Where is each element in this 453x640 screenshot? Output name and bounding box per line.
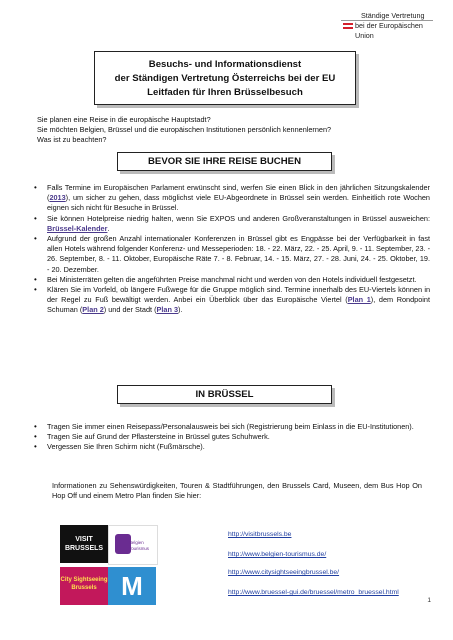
calendar-2013-link[interactable]: 2013: [49, 193, 66, 203]
header-line-2: bei der Europäischen Union: [355, 21, 423, 40]
list-item: • Tragen Sie immer einen Reisepass/Personalausweis bei sich (Registrierung beim Einlass in die EU-Institutionen).: [30, 422, 430, 432]
visit-brussels-logo: VISIT BRUSSELS: [60, 525, 108, 563]
citysightseeing-link[interactable]: http://www.citysightseeingbrussel.be/: [228, 569, 340, 576]
austria-flag-icon: [343, 23, 353, 29]
before-booking-list: [30, 183, 430, 316]
info-paragraph: Informationen zu Sehenswürdigkeiten, Touren & Stadtführungen, den Brussels Card, Museen, dem Bus Hop On Hop Off und einem Metro Plan finden Sie hier:: [52, 481, 422, 501]
page-header: [341, 11, 433, 41]
list-item: • Aufgrund der großen Anzahl internationaler Konferenzen in Brüssel gibt es Engpässe bei der Verfügbarkeit in fast allen Hotels während folgender Konferenz- und Messeperioden: 18. - 22. März, 22. - 25. April, 9. - 11. September, 23. - 26. September, 8. - 11. Oktober, Europäische Räte 7. - 8. Februar, 14. - 15. März, 27. - 28. Juni, 24. - 25. Oktober, 19. - 20. Dezember.: [30, 234, 430, 275]
intro-line: Sie planen eine Reise in die europäische Hauptstadt?: [37, 115, 211, 124]
belgien-tourismus-link[interactable]: http://www.belgien-tourismus.de/: [228, 551, 327, 558]
title-line-3: Leitfaden für Ihren Brüsselbesuch: [147, 87, 303, 98]
page-number: 1: [427, 597, 431, 604]
header-rule: [341, 20, 433, 21]
list-item: • Vergessen Sie Ihren Schirm nicht (Fußmärsche).: [30, 442, 430, 452]
intro-paragraph: [37, 115, 427, 146]
metro-logo: M: [108, 567, 156, 605]
header-line-1: Ständige Vertretung: [361, 11, 425, 20]
intro-line: Sie möchten Belgien, Brüssel und die europäischen Institutionen persönlich kennenlernen?: [37, 125, 332, 135]
list-item: • Sie können Hotelpreise niedrig halten, wenn Sie EXPOS und anderen Großveranstaltungen in Brüssel ausweichen: Brüssel-Kalender.: [30, 214, 430, 234]
title-line-2: der Ständigen Vertretung Österreichs bei der EU: [114, 73, 336, 84]
plan-2-link[interactable]: Plan 2: [82, 305, 104, 315]
brussels-calendar-link[interactable]: Brüssel-Kalender: [47, 223, 108, 233]
document-title-box: [94, 51, 356, 105]
list-item: • Klären Sie im Vorfeld, ob längere Fußwege für die Gruppe möglich sind. Termine innerhalb des EU-Viertels können in der Regel zu Fuß bewältigt werden. Anbei ein Überblick über das Europäische Viertel (Plan 1), dem Rondpoint Schuman (Plan 2) und der Stadt (Plan 3).: [30, 285, 430, 316]
city-sightseeing-logo: City Sightseeing Brussels: [60, 567, 108, 605]
title-line-1: Besuchs- und Informationsdienst: [148, 59, 302, 70]
plan-3-link[interactable]: Plan 3: [156, 305, 179, 315]
metro-plan-link[interactable]: http://www.bruessel-gui.de/bruessel/metro_bruessel.html: [228, 589, 399, 596]
list-item: • Tragen Sie auf Grund der Pflastersteine in Brüssel gutes Schuhwerk.: [30, 432, 430, 442]
section-heading-in-brussels: IN BRÜSSEL: [117, 385, 332, 404]
section-heading-before-booking: BEVOR SIE IHRE REISE BUCHEN: [117, 152, 332, 171]
in-brussels-list: [30, 422, 430, 453]
list-item: • Bei Ministerräten gelten die angeführten Preise manchmal nicht und werden von den Hotels individuell festgesetzt.: [30, 275, 430, 285]
plan-1-link[interactable]: Plan 1: [347, 295, 371, 305]
intro-line: Was ist zu beachten?: [37, 135, 107, 145]
list-item: • Falls Termine im Europäischen Parlament erwünscht sind, werfen Sie einen Blick in den jährlichen Sitzungskalender (2013), um sicher zu gehen, dass möglichst viele EU-Abgeordnete in Brüssel sein werden. Einheitlich rote Wochen eignen sich nicht für Besuche in Brüssel.: [30, 183, 430, 214]
visitbrussels-link[interactable]: http://visitbrussels.be: [228, 531, 292, 538]
belgien-tourismus-logo: Belgien Tourismus: [108, 525, 158, 565]
